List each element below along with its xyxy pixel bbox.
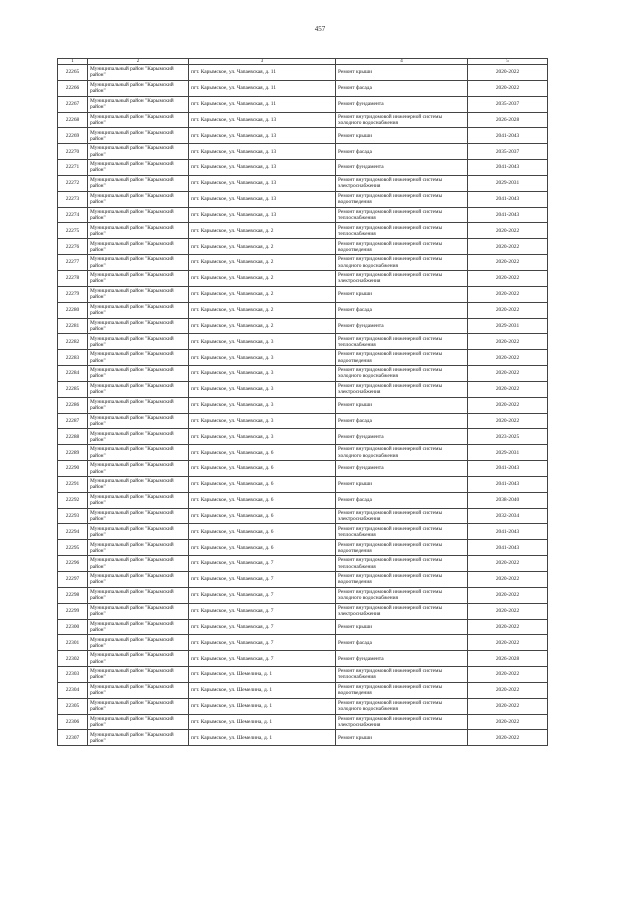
period-cell: 2020-2022 <box>468 413 548 429</box>
municipality-cell: Муниципальный район "Карымский район" <box>88 572 189 588</box>
municipality-cell: Муниципальный район "Карымский район" <box>88 112 189 128</box>
period-cell: 2020-2022 <box>468 572 548 588</box>
period-cell: 2020-2022 <box>468 239 548 255</box>
address-cell: пгт. Карымское, ул. Шемелина, д. 1 <box>189 730 336 746</box>
row-number: 22273 <box>58 191 88 207</box>
row-number: 22274 <box>58 207 88 223</box>
work-type-cell: Ремонт внутридомовой инженерной системы холодного водоснабжения <box>336 366 468 382</box>
work-type-cell: Ремонт крыши <box>336 476 468 492</box>
row-number: 22281 <box>58 318 88 334</box>
address-cell: пгт. Карымское, ул. Чапаевская, д. 7 <box>189 619 336 635</box>
work-type-cell: Ремонт фасада <box>336 635 468 651</box>
municipality-cell: Муниципальный район "Карымский район" <box>88 334 189 350</box>
address-cell: пгт. Карымское, ул. Чапаевская, д. 6 <box>189 524 336 540</box>
period-cell: 2020-2022 <box>468 270 548 286</box>
row-number: 22290 <box>58 461 88 477</box>
work-type-cell: Ремонт внутридомовой инженерной системы электроснабжения <box>336 381 468 397</box>
address-cell: пгт. Карымское, ул. Чапаевская, д. 13 <box>189 191 336 207</box>
period-cell: 2020-2022 <box>468 350 548 366</box>
address-cell: пгт. Карымское, ул. Чапаевская, д. 2 <box>189 255 336 271</box>
period-cell: 2020-2022 <box>468 619 548 635</box>
period-cell: 2032-2034 <box>468 508 548 524</box>
address-cell: пгт. Карымское, ул. Чапаевская, д. 3 <box>189 381 336 397</box>
address-cell: пгт. Карымское, ул. Чапаевская, д. 13 <box>189 207 336 223</box>
municipality-cell: Муниципальный район "Карымский район" <box>88 698 189 714</box>
table-row <box>58 682 548 698</box>
table-row <box>58 334 548 350</box>
municipality-cell: Муниципальный район "Карымский район" <box>88 492 189 508</box>
period-cell: 2020-2022 <box>468 556 548 572</box>
address-cell: пгт. Карымское, ул. Чапаевская, д. 6 <box>189 540 336 556</box>
period-cell: 2041-2043 <box>468 540 548 556</box>
address-cell: пгт. Карымское, ул. Чапаевская, д. 13 <box>189 112 336 128</box>
address-cell: пгт. Карымское, ул. Чапаевская, д. 13 <box>189 160 336 176</box>
table-row <box>58 635 548 651</box>
table-row <box>58 96 548 112</box>
address-cell: пгт. Карымское, ул. Чапаевская, д. 7 <box>189 572 336 588</box>
municipality-cell: Муниципальный район "Карымский район" <box>88 524 189 540</box>
row-number: 22282 <box>58 334 88 350</box>
data-table <box>57 58 548 746</box>
address-cell: пгт. Карымское, ул. Чапаевская, д. 6 <box>189 461 336 477</box>
table-row <box>58 302 548 318</box>
municipality-cell: Муниципальный район "Карымский район" <box>88 191 189 207</box>
municipality-cell: Муниципальный район "Карымский район" <box>88 540 189 556</box>
table-row <box>58 381 548 397</box>
work-type-cell: Ремонт крыши <box>336 128 468 144</box>
table-row <box>58 397 548 413</box>
municipality-cell: Муниципальный район "Карымский район" <box>88 207 189 223</box>
address-cell: пгт. Карымское, ул. Чапаевская, д. 3 <box>189 334 336 350</box>
work-type-cell: Ремонт фундамента <box>336 429 468 445</box>
address-cell: пгт. Карымское, ул. Чапаевская, д. 3 <box>189 366 336 382</box>
municipality-cell: Муниципальный район "Карымский район" <box>88 302 189 318</box>
municipality-cell: Муниципальный район "Карымский район" <box>88 350 189 366</box>
row-number: 22269 <box>58 128 88 144</box>
work-type-cell: Ремонт крыши <box>336 286 468 302</box>
row-number: 22298 <box>58 587 88 603</box>
row-number: 22277 <box>58 255 88 271</box>
address-cell: пгт. Карымское, ул. Шемелина, д. 1 <box>189 667 336 683</box>
row-number: 22302 <box>58 651 88 667</box>
table-row <box>58 318 548 334</box>
municipality-cell: Муниципальный район "Карымский район" <box>88 714 189 730</box>
municipality-cell: Муниципальный район "Карымский район" <box>88 461 189 477</box>
period-cell: 2026-2028 <box>468 112 548 128</box>
period-cell: 2041-2043 <box>468 160 548 176</box>
table-row <box>58 175 548 191</box>
work-type-cell: Ремонт внутридомовой инженерной системы электроснабжения <box>336 270 468 286</box>
address-cell: пгт. Карымское, ул. Шемелина, д. 1 <box>189 698 336 714</box>
table-row <box>58 286 548 302</box>
address-cell: пгт. Карымское, ул. Чапаевская, д. 11 <box>189 96 336 112</box>
period-cell: 2020-2022 <box>468 682 548 698</box>
address-cell: пгт. Карымское, ул. Чапаевская, д. 7 <box>189 556 336 572</box>
table-row <box>58 540 548 556</box>
row-number: 22284 <box>58 366 88 382</box>
work-type-cell: Ремонт внутридомовой инженерной системы электроснабжения <box>336 714 468 730</box>
row-number: 22301 <box>58 635 88 651</box>
period-cell: 2020-2022 <box>468 65 548 81</box>
row-number: 22305 <box>58 698 88 714</box>
work-type-cell: Ремонт внутридомовой инженерной системы водоотведения <box>336 682 468 698</box>
row-number: 22278 <box>58 270 88 286</box>
work-type-cell: Ремонт внутридомовой инженерной системы теплоснабжения <box>336 667 468 683</box>
table-row <box>58 461 548 477</box>
address-cell: пгт. Карымское, ул. Чапаевская, д. 7 <box>189 603 336 619</box>
municipality-cell: Муниципальный район "Карымский район" <box>88 255 189 271</box>
work-type-cell: Ремонт внутридомовой инженерной системы теплоснабжения <box>336 556 468 572</box>
period-cell: 2020-2022 <box>468 635 548 651</box>
municipality-cell: Муниципальный район "Карымский район" <box>88 160 189 176</box>
row-number: 22299 <box>58 603 88 619</box>
municipality-cell: Муниципальный район "Карымский район" <box>88 730 189 746</box>
work-type-cell: Ремонт внутридомовой инженерной системы водоотведения <box>336 572 468 588</box>
table-row <box>58 651 548 667</box>
row-number: 22295 <box>58 540 88 556</box>
work-type-cell: Ремонт внутридомовой инженерной системы холодного водоснабжения <box>336 698 468 714</box>
row-number: 22266 <box>58 80 88 96</box>
municipality-cell: Муниципальный район "Карымский район" <box>88 239 189 255</box>
period-cell: 2020-2022 <box>468 587 548 603</box>
municipality-cell: Муниципальный район "Карымский район" <box>88 318 189 334</box>
address-cell: пгт. Карымское, ул. Чапаевская, д. 13 <box>189 144 336 160</box>
municipality-cell: Муниципальный район "Карымский район" <box>88 366 189 382</box>
work-type-cell: Ремонт крыши <box>336 619 468 635</box>
work-type-cell: Ремонт внутридомовой инженерной системы теплоснабжения <box>336 207 468 223</box>
work-type-cell: Ремонт внутридомовой инженерной системы теплоснабжения <box>336 223 468 239</box>
address-cell: пгт. Карымское, ул. Чапаевская, д. 3 <box>189 350 336 366</box>
table-row <box>58 239 548 255</box>
table-row <box>58 476 548 492</box>
municipality-cell: Муниципальный район "Карымский район" <box>88 508 189 524</box>
address-cell: пгт. Карымское, ул. Чапаевская, д. 2 <box>189 223 336 239</box>
work-type-cell: Ремонт внутридомовой инженерной системы водоотведения <box>336 350 468 366</box>
row-number: 22294 <box>58 524 88 540</box>
work-type-cell: Ремонт фундамента <box>336 461 468 477</box>
table-row <box>58 366 548 382</box>
period-cell: 2041-2043 <box>468 128 548 144</box>
address-cell: пгт. Карымское, ул. Чапаевская, д. 6 <box>189 492 336 508</box>
municipality-cell: Муниципальный район "Карымский район" <box>88 445 189 461</box>
column-header: 1 <box>58 59 88 65</box>
municipality-cell: Муниципальный район "Карымский район" <box>88 96 189 112</box>
row-number: 22297 <box>58 572 88 588</box>
work-type-cell: Ремонт внутридомовой инженерной системы электроснабжения <box>336 508 468 524</box>
address-cell: пгт. Карымское, ул. Чапаевская, д. 6 <box>189 476 336 492</box>
row-number: 22267 <box>58 96 88 112</box>
address-cell: пгт. Карымское, ул. Чапаевская, д. 2 <box>189 270 336 286</box>
period-cell: 2020-2022 <box>468 603 548 619</box>
municipality-cell: Муниципальный район "Карымский район" <box>88 619 189 635</box>
column-header: 2 <box>88 59 189 65</box>
address-cell: пгт. Карымское, ул. Чапаевская, д. 2 <box>189 239 336 255</box>
address-cell: пгт. Карымское, ул. Чапаевская, д. 13 <box>189 128 336 144</box>
period-cell: 2029-2031 <box>468 318 548 334</box>
table-row <box>58 524 548 540</box>
address-cell: пгт. Карымское, ул. Шемелина, д. 1 <box>189 714 336 730</box>
work-type-cell: Ремонт крыши <box>336 397 468 413</box>
work-type-cell: Ремонт фундамента <box>336 318 468 334</box>
work-type-cell: Ремонт фасада <box>336 413 468 429</box>
period-cell: 2029-2031 <box>468 445 548 461</box>
table-row <box>58 112 548 128</box>
municipality-cell: Муниципальный район "Карымский район" <box>88 65 189 81</box>
period-cell: 2020-2022 <box>468 334 548 350</box>
table-row <box>58 445 548 461</box>
address-cell: пгт. Карымское, ул. Чапаевская, д. 2 <box>189 302 336 318</box>
period-cell: 2020-2022 <box>468 255 548 271</box>
row-number: 22272 <box>58 175 88 191</box>
municipality-cell: Муниципальный район "Карымский район" <box>88 128 189 144</box>
work-type-cell: Ремонт внутридомовой инженерной системы теплоснабжения <box>336 524 468 540</box>
address-cell: пгт. Карымское, ул. Чапаевская, д. 7 <box>189 587 336 603</box>
table-row <box>58 128 548 144</box>
address-cell: пгт. Карымское, ул. Чапаевская, д. 11 <box>189 65 336 81</box>
table-row <box>58 65 548 81</box>
period-cell: 2020-2022 <box>468 714 548 730</box>
row-number: 22300 <box>58 619 88 635</box>
period-cell: 2038-2040 <box>468 492 548 508</box>
period-cell: 2020-2022 <box>468 397 548 413</box>
table-row <box>58 207 548 223</box>
municipality-cell: Муниципальный район "Карымский район" <box>88 80 189 96</box>
period-cell: 2041-2043 <box>468 476 548 492</box>
table-body <box>58 59 548 746</box>
table-row <box>58 508 548 524</box>
table-row <box>58 714 548 730</box>
row-number: 22265 <box>58 65 88 81</box>
municipality-cell: Муниципальный район "Карымский район" <box>88 429 189 445</box>
address-cell: пгт. Карымское, ул. Чапаевская, д. 11 <box>189 80 336 96</box>
table-row <box>58 667 548 683</box>
row-number: 22296 <box>58 556 88 572</box>
work-type-cell: Ремонт внутридомовой инженерной системы электроснабжения <box>336 603 468 619</box>
work-type-cell: Ремонт внутридомовой инженерной системы водоотведения <box>336 540 468 556</box>
work-type-cell: Ремонт крыши <box>336 65 468 81</box>
page-number: 457 <box>314 25 326 33</box>
period-cell: 2023-2025 <box>468 429 548 445</box>
municipality-cell: Муниципальный район "Карымский район" <box>88 270 189 286</box>
table-row <box>58 223 548 239</box>
address-cell: пгт. Карымское, ул. Чапаевская, д. 2 <box>189 286 336 302</box>
municipality-cell: Муниципальный район "Карымский район" <box>88 651 189 667</box>
work-type-cell: Ремонт фундамента <box>336 96 468 112</box>
table-row <box>58 160 548 176</box>
period-cell: 2020-2022 <box>468 381 548 397</box>
work-type-cell: Ремонт фасада <box>336 80 468 96</box>
address-cell: пгт. Карымское, ул. Чапаевская, д. 7 <box>189 651 336 667</box>
row-number: 22280 <box>58 302 88 318</box>
address-cell: пгт. Карымское, ул. Чапаевская, д. 7 <box>189 635 336 651</box>
row-number: 22285 <box>58 381 88 397</box>
row-number: 22268 <box>58 112 88 128</box>
municipality-cell: Муниципальный район "Карымский район" <box>88 587 189 603</box>
row-number: 22292 <box>58 492 88 508</box>
municipality-cell: Муниципальный район "Карымский район" <box>88 413 189 429</box>
period-cell: 2020-2022 <box>468 366 548 382</box>
period-cell: 2041-2043 <box>468 524 548 540</box>
table-row <box>58 492 548 508</box>
table-row <box>58 603 548 619</box>
table-row <box>58 270 548 286</box>
period-cell: 2029-2031 <box>468 175 548 191</box>
column-header: 3 <box>189 59 336 65</box>
work-type-cell: Ремонт внутридомовой инженерной системы холодного водоснабжения <box>336 587 468 603</box>
table-row <box>58 191 548 207</box>
table-row <box>58 350 548 366</box>
table-row <box>58 619 548 635</box>
municipality-cell: Муниципальный район "Карымский район" <box>88 682 189 698</box>
table-row <box>58 698 548 714</box>
table-row <box>58 572 548 588</box>
column-header: 5 <box>468 59 548 65</box>
address-cell: пгт. Карымское, ул. Чапаевская, д. 3 <box>189 413 336 429</box>
period-cell: 2020-2022 <box>468 80 548 96</box>
work-type-cell: Ремонт фасада <box>336 492 468 508</box>
row-number: 22270 <box>58 144 88 160</box>
column-header: 4 <box>336 59 468 65</box>
address-cell: пгт. Карымское, ул. Чапаевская, д. 6 <box>189 508 336 524</box>
work-type-cell: Ремонт внутридомовой инженерной системы холодного водоснабжения <box>336 255 468 271</box>
work-type-cell: Ремонт крыши <box>336 730 468 746</box>
address-cell: пгт. Карымское, ул. Чапаевская, д. 13 <box>189 175 336 191</box>
period-cell: 2026-2028 <box>468 651 548 667</box>
municipality-cell: Муниципальный район "Карымский район" <box>88 603 189 619</box>
period-cell: 2041-2043 <box>468 207 548 223</box>
work-type-cell: Ремонт внутридомовой инженерной системы водоотведения <box>336 191 468 207</box>
municipality-cell: Муниципальный район "Карымский район" <box>88 286 189 302</box>
address-cell: пгт. Карымское, ул. Чапаевская, д. 3 <box>189 397 336 413</box>
work-type-cell: Ремонт внутридомовой инженерной системы холодного водоснабжения <box>336 445 468 461</box>
period-cell: 2035-2037 <box>468 144 548 160</box>
work-type-cell: Ремонт фундамента <box>336 651 468 667</box>
table-row <box>58 255 548 271</box>
row-number: 22293 <box>58 508 88 524</box>
period-cell: 2020-2022 <box>468 730 548 746</box>
municipality-cell: Муниципальный район "Карымский район" <box>88 397 189 413</box>
address-cell: пгт. Карымское, ул. Шемелина, д. 1 <box>189 682 336 698</box>
work-type-cell: Ремонт внутридомовой инженерной системы водоотведения <box>336 239 468 255</box>
work-type-cell: Ремонт фундамента <box>336 160 468 176</box>
municipality-cell: Муниципальный район "Карымский район" <box>88 175 189 191</box>
row-number: 22289 <box>58 445 88 461</box>
table-row <box>58 730 548 746</box>
row-number: 22286 <box>58 397 88 413</box>
table-row <box>58 587 548 603</box>
row-number: 22288 <box>58 429 88 445</box>
table-row <box>58 413 548 429</box>
municipality-cell: Муниципальный район "Карымский район" <box>88 667 189 683</box>
period-cell: 2020-2022 <box>468 667 548 683</box>
row-number: 22303 <box>58 667 88 683</box>
work-type-cell: Ремонт фасада <box>336 302 468 318</box>
table-row <box>58 80 548 96</box>
address-cell: пгт. Карымское, ул. Чапаевская, д. 2 <box>189 318 336 334</box>
period-cell: 2041-2043 <box>468 461 548 477</box>
period-cell: 2020-2022 <box>468 223 548 239</box>
municipality-cell: Муниципальный район "Карымский район" <box>88 144 189 160</box>
row-number: 22287 <box>58 413 88 429</box>
table-row <box>58 556 548 572</box>
work-type-cell: Ремонт внутридомовой инженерной системы теплоснабжения <box>336 334 468 350</box>
work-type-cell: Ремонт внутридомовой инженерной системы электроснабжения <box>336 175 468 191</box>
row-number: 22304 <box>58 682 88 698</box>
row-number: 22275 <box>58 223 88 239</box>
municipality-cell: Муниципальный район "Карымский район" <box>88 381 189 397</box>
table-row <box>58 429 548 445</box>
municipality-cell: Муниципальный район "Карымский район" <box>88 635 189 651</box>
row-number: 22291 <box>58 476 88 492</box>
row-number: 22276 <box>58 239 88 255</box>
municipality-cell: Муниципальный район "Карымский район" <box>88 476 189 492</box>
period-cell: 2041-2043 <box>468 191 548 207</box>
work-type-cell: Ремонт внутридомовой инженерной системы холодного водоснабжения <box>336 112 468 128</box>
table-row <box>58 144 548 160</box>
address-cell: пгт. Карымское, ул. Чапаевская, д. 6 <box>189 445 336 461</box>
period-cell: 2020-2022 <box>468 302 548 318</box>
work-type-cell: Ремонт фасада <box>336 144 468 160</box>
row-number: 22279 <box>58 286 88 302</box>
row-number: 22307 <box>58 730 88 746</box>
row-number: 22306 <box>58 714 88 730</box>
address-cell: пгт. Карымское, ул. Чапаевская, д. 3 <box>189 429 336 445</box>
period-cell: 2020-2022 <box>468 286 548 302</box>
period-cell: 2020-2022 <box>468 698 548 714</box>
period-cell: 2035-2037 <box>468 96 548 112</box>
municipality-cell: Муниципальный район "Карымский район" <box>88 556 189 572</box>
municipality-cell: Муниципальный район "Карымский район" <box>88 223 189 239</box>
row-number: 22283 <box>58 350 88 366</box>
row-number: 22271 <box>58 160 88 176</box>
